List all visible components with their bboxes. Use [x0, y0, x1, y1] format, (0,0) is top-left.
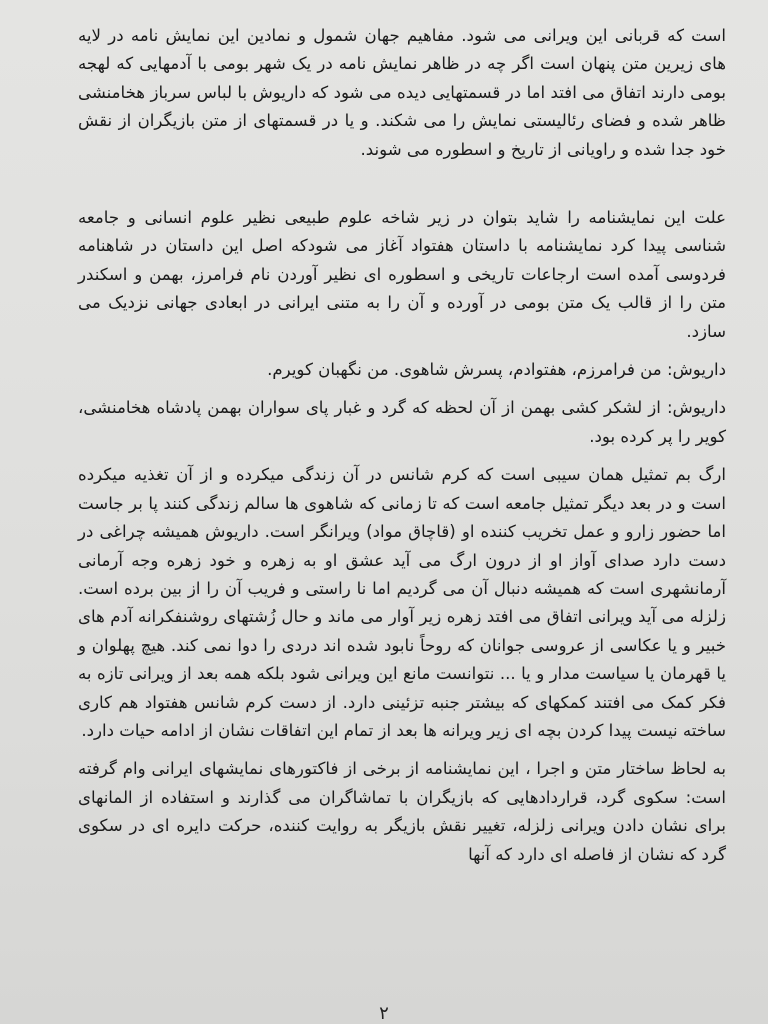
dialogue-line-1: داریوش: من فرامرزم، هفتوادم، پسرش شاهوی. من نگهبان کویرم.	[267, 360, 726, 380]
dialogue-line-2: داریوش: از لشکر کشی بهمن از آن لحظه که گرد و غبار پای سواران بهمن پادشاه هخامنشی، کویر را پر کرده بود.	[78, 398, 726, 446]
paragraph-1: است که قربانی این ویرانی می شود. مفاهیم جهان شمول و نمادین این نمایش نامه در لایه های زیرین متن پنهان است اگر چه در ظاهر نمایش نامه در یک شهر بومی با آدمهایی که لهجه بومی دارند اتفاق می افتد اما در قسمتهایی دیده می شود که داریوش با لباس سرباز هخامنشی ظاهر شده و فضای رئالیستی نمایش را می شکند. و یا در قسمتهای از متن بازیگران از نقش خود جدا شده و راویانی از تاریخ و اسطوره می شوند.	[78, 26, 726, 159]
page-number: ۲	[379, 1003, 389, 1024]
page-body	[78, 22, 726, 879]
paragraph-2: علت این نمایشنامه را شاید بتوان در زیر شاخه علوم طبیعی نظیر علوم انسانی و جامعه شناسی پیدا کرد نمایشنامه با داستان هفتواد آغاز می شودکه اصل این داستان در شاهنامه فردوسی آمده است ارجاعات تاریخی و اسطوره ای نظیر آوردن نام فرامرز، بهمن و اسکندر متن را از قالب یک متن بومی در آورده و آن را به متنی ایرانی در ابعادی جهانی نزدیک می سازد.	[78, 208, 726, 341]
paragraph-4: به لحاظ ساختار متن و اجرا ، این نمایشنامه از برخی از فاکتورهای نمایشهای ایرانی وام گرفته است: سکوی گرد، قراردادهایی که بازیگران با تماشاگران می گذارند و استفاده از المانهای برای نشان دادن ویرانی زلزله، تغییر نقش بازیگر به روایت کننده، حرکت دایره ای در سکوی گرد که نشان از فاصله ای دارد که آنها	[78, 759, 726, 864]
paragraph-3: ارگ بم تمثیل همان سیبی است که کرم شانس در آن زندگی میکرده و از آن تغذیه میکرده است و در بعد دیگر تمثیل جامعه است که تا زمانی که شاهوی ها سالم زندگی کنند پا بر جاست اما حضور زارو و عمل تخریب کننده او (قاچاق مواد) ویرانگر است. داریوش همیشه چراغی در دست دارد صدای آواز او از درون ارگ می آید عشق او به زهره و خود زهره وجه آرمانی آرمانشهری است که همیشه دنبال آن می گردیم اما نا راستی و فریب آن را از بین برده است. زلزله می آید ویرانی اتفاق می افتد زهره زیر آوار می ماند و حال زُشتهای روشنفکرانه آدم های خبیر و یا عکاسی از عروسی جوانان که روحاً نابود شده اند دردی را دوا نمی کند. هیچ پهلوان و یا قهرمان یا سیاست مدار و یا ... نتوانست مانع این ویرانی شود بلکه همه بعد از ویرانی تازه به فکر کمک می افتند کمکهای که بیشتر جنبه تزئینی دارد. از دست کرم شانس هفتواد هم کاری ساخته نیست پیدا کردن بچه ای زیر ویرانه ها بعد از تمام این اتفاقات نشان از ادامه حیات دارد.	[78, 465, 726, 740]
